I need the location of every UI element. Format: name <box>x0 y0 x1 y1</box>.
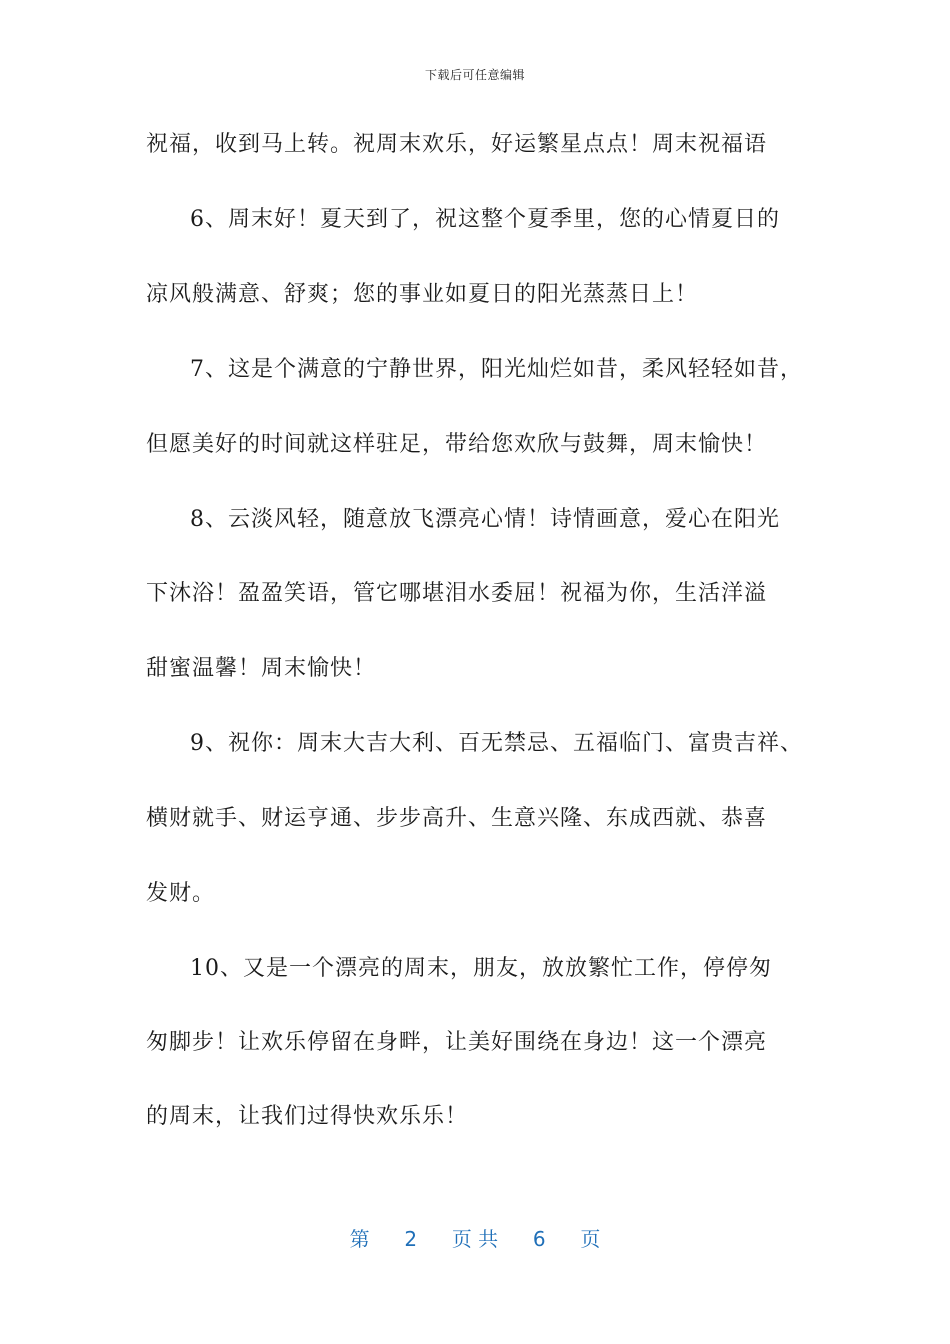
text-line: 横财就手、财运亨通、步步高升、生意兴隆、东成西就、恭喜 <box>146 806 768 831</box>
text-line: 的周末，让我们过得快欢乐乐！ <box>146 1104 469 1129</box>
footer-suffix: 页 <box>580 1227 601 1251</box>
text-line: 凉风般满意、舒爽；您的事业如夏日的阳光蒸蒸日上！ <box>146 282 699 307</box>
page-number-footer <box>0 1224 950 1254</box>
text-line: 6、周末好！夏天到了，祝这整个夏季里，您的心情夏日的 <box>190 207 780 232</box>
footer-prefix: 第 <box>349 1227 370 1251</box>
text-line: 但愿美好的时间就这样驻足，带给您欢欣与鼓舞，周末愉快！ <box>146 432 768 457</box>
text-line: 下沐浴！盈盈笑语，管它哪堪泪水委屈！祝福为你，生活洋溢 <box>146 581 768 606</box>
text-line: 甜蜜温馨！周末愉快！ <box>146 656 377 681</box>
text-line: 发财。 <box>146 881 216 906</box>
footer-middle: 页 共 <box>451 1227 499 1251</box>
total-pages-number: 6 <box>532 1227 546 1251</box>
page-header: 下载后可任意编辑 <box>424 68 525 82</box>
text-line: 7、这是个满意的宁静世界，阳光灿烂如昔，柔风轻轻如昔， <box>190 357 803 382</box>
text-line: 祝福，收到马上转。祝周末欢乐，好运繁星点点！周末祝福语 <box>146 132 768 157</box>
text-line: 8、云淡风轻，随意放飞漂亮心情！诗情画意，爱心在阳光 <box>190 507 780 532</box>
text-line: 匆脚步！让欢乐停留在身畔，让美好围绕在身边！这一个漂亮 <box>146 1030 768 1055</box>
text-line: 9、祝你：周末大吉大利、百无禁忌、五福临门、富贵吉祥、 <box>190 731 803 756</box>
current-page-number: 2 <box>404 1227 418 1251</box>
text-line: 10、又是一个漂亮的周末，朋友，放放繁忙工作，停停匆 <box>190 956 772 981</box>
